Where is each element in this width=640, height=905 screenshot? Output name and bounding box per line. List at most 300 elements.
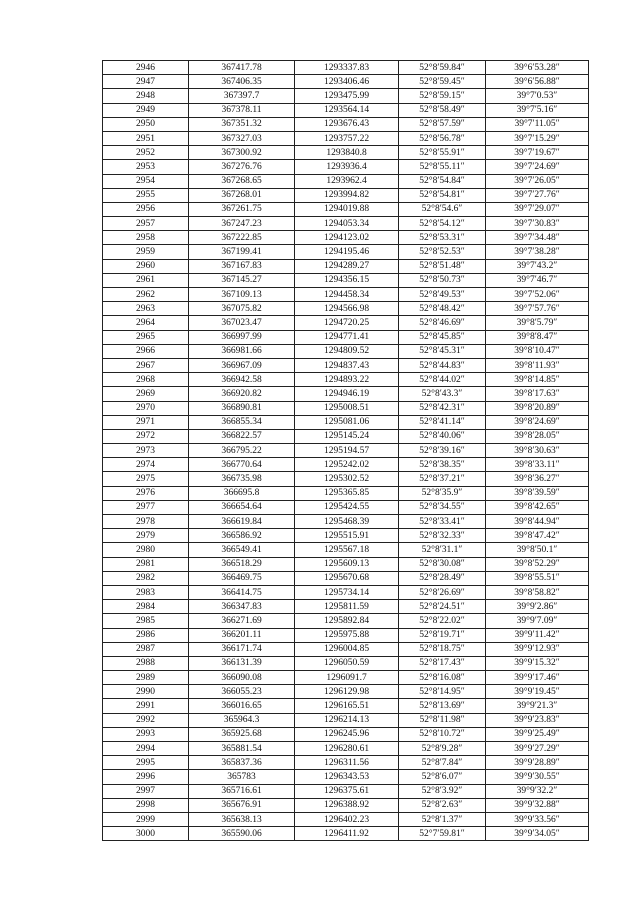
point-number-cell: 2996: [103, 770, 189, 784]
point-number-cell: 2968: [103, 373, 189, 387]
latitude-cell: 52°8′43.3″: [399, 387, 486, 401]
longitude-cell: 39°8′8.47″: [486, 330, 589, 344]
table-row: [103, 429, 589, 443]
table-row: [103, 543, 589, 557]
y-coordinate-cell: 1294053.34: [295, 217, 399, 231]
latitude-cell: 52°8′39.16″: [399, 444, 486, 458]
point-number-cell: 2971: [103, 415, 189, 429]
table-row: [103, 600, 589, 614]
latitude-cell: 52°8′57.59″: [399, 117, 486, 131]
y-coordinate-cell: 1295145.24: [295, 429, 399, 443]
table-row: [103, 387, 589, 401]
point-number-cell: 2977: [103, 500, 189, 514]
point-number-cell: 2975: [103, 472, 189, 486]
table-row: [103, 401, 589, 415]
y-coordinate-cell: 1295609.13: [295, 557, 399, 571]
y-coordinate-cell: 1294356.15: [295, 273, 399, 287]
longitude-cell: 39°8′55.51″: [486, 571, 589, 585]
coordinates-table-body: [103, 61, 589, 841]
table-row: [103, 685, 589, 699]
table-row: [103, 259, 589, 273]
point-number-cell: 2953: [103, 160, 189, 174]
x-coordinate-cell: 366414.75: [189, 585, 295, 599]
x-coordinate-cell: 366822.57: [189, 429, 295, 443]
latitude-cell: 52°8′58.49″: [399, 103, 486, 117]
x-coordinate-cell: 367075.82: [189, 302, 295, 316]
latitude-cell: 52°8′19.71″: [399, 628, 486, 642]
x-coordinate-cell: 366201.11: [189, 628, 295, 642]
longitude-cell: 39°7′11.05″: [486, 117, 589, 131]
longitude-cell: 39°8′47.42″: [486, 529, 589, 543]
y-coordinate-cell: 1294837.43: [295, 358, 399, 372]
x-coordinate-cell: 366518.29: [189, 557, 295, 571]
y-coordinate-cell: 1294720.25: [295, 316, 399, 330]
latitude-cell: 52°8′59.45″: [399, 75, 486, 89]
table-row: [103, 784, 589, 798]
y-coordinate-cell: 1295670.68: [295, 571, 399, 585]
latitude-cell: 52°8′14.95″: [399, 685, 486, 699]
point-number-cell: 2976: [103, 486, 189, 500]
x-coordinate-cell: 367417.78: [189, 61, 295, 75]
x-coordinate-cell: 367145.27: [189, 273, 295, 287]
x-coordinate-cell: 367167.83: [189, 259, 295, 273]
x-coordinate-cell: 367276.76: [189, 160, 295, 174]
table-row: [103, 486, 589, 500]
longitude-cell: 39°9′17.46″: [486, 671, 589, 685]
point-number-cell: 2967: [103, 358, 189, 372]
longitude-cell: 39°8′17.63″: [486, 387, 589, 401]
point-number-cell: 2964: [103, 316, 189, 330]
longitude-cell: 39°6′53.28″: [486, 61, 589, 75]
longitude-cell: 39°7′29.07″: [486, 202, 589, 216]
y-coordinate-cell: 1293475.99: [295, 89, 399, 103]
y-coordinate-cell: 1294771.41: [295, 330, 399, 344]
longitude-cell: 39°7′30.83″: [486, 217, 589, 231]
point-number-cell: 2980: [103, 543, 189, 557]
longitude-cell: 39°8′10.47″: [486, 344, 589, 358]
longitude-cell: 39°8′5.79″: [486, 316, 589, 330]
y-coordinate-cell: 1295081.06: [295, 415, 399, 429]
x-coordinate-cell: 367023.47: [189, 316, 295, 330]
point-number-cell: 2989: [103, 671, 189, 685]
x-coordinate-cell: 367351.32: [189, 117, 295, 131]
point-number-cell: 2958: [103, 231, 189, 245]
latitude-cell: 52°8′22.02″: [399, 614, 486, 628]
x-coordinate-cell: 365716.61: [189, 784, 295, 798]
longitude-cell: 39°7′19.67″: [486, 146, 589, 160]
table-row: [103, 302, 589, 316]
table-row: [103, 812, 589, 826]
point-number-cell: 2988: [103, 656, 189, 670]
x-coordinate-cell: 366981.66: [189, 344, 295, 358]
longitude-cell: 39°7′52.06″: [486, 288, 589, 302]
x-coordinate-cell: 366967.09: [189, 358, 295, 372]
table-row: [103, 174, 589, 188]
x-coordinate-cell: 366770.64: [189, 458, 295, 472]
table-row: [103, 103, 589, 117]
longitude-cell: 39°9′21.3″: [486, 699, 589, 713]
x-coordinate-cell: 366890.81: [189, 401, 295, 415]
longitude-cell: 39°7′38.28″: [486, 245, 589, 259]
table-row: [103, 827, 589, 841]
table-row: [103, 628, 589, 642]
x-coordinate-cell: 367268.01: [189, 188, 295, 202]
table-row: [103, 358, 589, 372]
x-coordinate-cell: 365837.36: [189, 756, 295, 770]
y-coordinate-cell: 1296411.92: [295, 827, 399, 841]
longitude-cell: 39°9′30.55″: [486, 770, 589, 784]
table-row: [103, 458, 589, 472]
latitude-cell: 52°8′35.9″: [399, 486, 486, 500]
table-row: [103, 699, 589, 713]
table-row: [103, 75, 589, 89]
x-coordinate-cell: 365964.3: [189, 713, 295, 727]
y-coordinate-cell: 1295567.18: [295, 543, 399, 557]
point-number-cell: 2978: [103, 515, 189, 529]
table-row: [103, 742, 589, 756]
y-coordinate-cell: 1295811.59: [295, 600, 399, 614]
point-number-cell: 2948: [103, 89, 189, 103]
x-coordinate-cell: 366695.8: [189, 486, 295, 500]
latitude-cell: 52°8′50.73″: [399, 273, 486, 287]
point-number-cell: 2946: [103, 61, 189, 75]
longitude-cell: 39°9′34.05″: [486, 827, 589, 841]
point-number-cell: 2947: [103, 75, 189, 89]
point-number-cell: 2991: [103, 699, 189, 713]
y-coordinate-cell: 1295365.85: [295, 486, 399, 500]
point-number-cell: 2970: [103, 401, 189, 415]
table-row: [103, 316, 589, 330]
table-row: [103, 146, 589, 160]
x-coordinate-cell: 366090.08: [189, 671, 295, 685]
longitude-cell: 39°8′28.05″: [486, 429, 589, 443]
longitude-cell: 39°8′50.1″: [486, 543, 589, 557]
latitude-cell: 52°8′40.06″: [399, 429, 486, 443]
latitude-cell: 52°8′45.85″: [399, 330, 486, 344]
longitude-cell: 39°9′7.09″: [486, 614, 589, 628]
table-row: [103, 713, 589, 727]
longitude-cell: 39°9′25.49″: [486, 727, 589, 741]
point-number-cell: 2985: [103, 614, 189, 628]
y-coordinate-cell: 1296091.7: [295, 671, 399, 685]
y-coordinate-cell: 1296165.51: [295, 699, 399, 713]
y-coordinate-cell: 1293337.83: [295, 61, 399, 75]
x-coordinate-cell: 366586.92: [189, 529, 295, 543]
x-coordinate-cell: 367397.7: [189, 89, 295, 103]
latitude-cell: 52°7′59.81″: [399, 827, 486, 841]
longitude-cell: 39°7′24.69″: [486, 160, 589, 174]
point-number-cell: 2981: [103, 557, 189, 571]
table-row: [103, 515, 589, 529]
table-row: [103, 344, 589, 358]
longitude-cell: 39°9′28.89″: [486, 756, 589, 770]
coordinates-table: [102, 60, 589, 841]
longitude-cell: 39°9′32.2″: [486, 784, 589, 798]
table-row: [103, 642, 589, 656]
latitude-cell: 52°8′24.51″: [399, 600, 486, 614]
point-number-cell: 2949: [103, 103, 189, 117]
longitude-cell: 39°8′30.63″: [486, 444, 589, 458]
point-number-cell: 2995: [103, 756, 189, 770]
x-coordinate-cell: 366055.23: [189, 685, 295, 699]
x-coordinate-cell: 367268.65: [189, 174, 295, 188]
point-number-cell: 2951: [103, 131, 189, 145]
latitude-cell: 52°8′2.63″: [399, 798, 486, 812]
table-row: [103, 131, 589, 145]
point-number-cell: 2999: [103, 812, 189, 826]
x-coordinate-cell: 366016.65: [189, 699, 295, 713]
y-coordinate-cell: 1294195.46: [295, 245, 399, 259]
latitude-cell: 52°8′30.08″: [399, 557, 486, 571]
y-coordinate-cell: 1295008.51: [295, 401, 399, 415]
table-row: [103, 444, 589, 458]
longitude-cell: 39°6′56.88″: [486, 75, 589, 89]
latitude-cell: 52°8′37.21″: [399, 472, 486, 486]
longitude-cell: 39°9′11.42″: [486, 628, 589, 642]
y-coordinate-cell: 1293994.82: [295, 188, 399, 202]
y-coordinate-cell: 1295424.55: [295, 500, 399, 514]
latitude-cell: 52°8′18.75″: [399, 642, 486, 656]
table-row: [103, 798, 589, 812]
x-coordinate-cell: 366735.98: [189, 472, 295, 486]
point-number-cell: 2957: [103, 217, 189, 231]
point-number-cell: 2974: [103, 458, 189, 472]
table-row: [103, 288, 589, 302]
latitude-cell: 52°8′34.55″: [399, 500, 486, 514]
y-coordinate-cell: 1296214.13: [295, 713, 399, 727]
latitude-cell: 52°8′55.91″: [399, 146, 486, 160]
x-coordinate-cell: 365676.91: [189, 798, 295, 812]
y-coordinate-cell: 1293962.4: [295, 174, 399, 188]
point-number-cell: 2972: [103, 429, 189, 443]
longitude-cell: 39°8′24.69″: [486, 415, 589, 429]
table-row: [103, 89, 589, 103]
y-coordinate-cell: 1294566.98: [295, 302, 399, 316]
point-number-cell: 2987: [103, 642, 189, 656]
point-number-cell: 2986: [103, 628, 189, 642]
x-coordinate-cell: 366271.69: [189, 614, 295, 628]
x-coordinate-cell: 366920.82: [189, 387, 295, 401]
y-coordinate-cell: 1294458.34: [295, 288, 399, 302]
y-coordinate-cell: 1296375.61: [295, 784, 399, 798]
table-row: [103, 231, 589, 245]
longitude-cell: 39°9′15.32″: [486, 656, 589, 670]
latitude-cell: 52°8′49.53″: [399, 288, 486, 302]
y-coordinate-cell: 1293757.22: [295, 131, 399, 145]
y-coordinate-cell: 1293936.4: [295, 160, 399, 174]
y-coordinate-cell: 1295194.57: [295, 444, 399, 458]
latitude-cell: 52°8′48.42″: [399, 302, 486, 316]
latitude-cell: 52°8′31.1″: [399, 543, 486, 557]
point-number-cell: 2969: [103, 387, 189, 401]
x-coordinate-cell: 367199.41: [189, 245, 295, 259]
table-row: [103, 727, 589, 741]
longitude-cell: 39°9′12.93″: [486, 642, 589, 656]
x-coordinate-cell: 367406.35: [189, 75, 295, 89]
latitude-cell: 52°8′32.33″: [399, 529, 486, 543]
latitude-cell: 52°8′54.6″: [399, 202, 486, 216]
point-number-cell: 2994: [103, 742, 189, 756]
x-coordinate-cell: 366997.99: [189, 330, 295, 344]
latitude-cell: 52°8′26.69″: [399, 585, 486, 599]
x-coordinate-cell: 365925.68: [189, 727, 295, 741]
longitude-cell: 39°8′14.85″: [486, 373, 589, 387]
latitude-cell: 52°8′7.84″: [399, 756, 486, 770]
point-number-cell: 2983: [103, 585, 189, 599]
longitude-cell: 39°8′36.27″: [486, 472, 589, 486]
y-coordinate-cell: 1294809.52: [295, 344, 399, 358]
longitude-cell: 39°8′42.65″: [486, 500, 589, 514]
latitude-cell: 52°8′45.31″: [399, 344, 486, 358]
x-coordinate-cell: 366795.22: [189, 444, 295, 458]
y-coordinate-cell: 1293840.8: [295, 146, 399, 160]
table-row: [103, 217, 589, 231]
x-coordinate-cell: 366619.84: [189, 515, 295, 529]
latitude-cell: 52°8′51.48″: [399, 259, 486, 273]
longitude-cell: 39°7′27.76″: [486, 188, 589, 202]
x-coordinate-cell: 367378.11: [189, 103, 295, 117]
longitude-cell: 39°7′43.2″: [486, 259, 589, 273]
table-row: [103, 770, 589, 784]
y-coordinate-cell: 1296388.92: [295, 798, 399, 812]
y-coordinate-cell: 1294289.27: [295, 259, 399, 273]
y-coordinate-cell: 1296004.85: [295, 642, 399, 656]
latitude-cell: 52°8′55.11″: [399, 160, 486, 174]
longitude-cell: 39°7′34.48″: [486, 231, 589, 245]
y-coordinate-cell: 1294946.19: [295, 387, 399, 401]
x-coordinate-cell: 365590.06: [189, 827, 295, 841]
y-coordinate-cell: 1294893.22: [295, 373, 399, 387]
point-number-cell: 2993: [103, 727, 189, 741]
table-row: [103, 671, 589, 685]
point-number-cell: 2961: [103, 273, 189, 287]
longitude-cell: 39°7′26.05″: [486, 174, 589, 188]
x-coordinate-cell: 367261.75: [189, 202, 295, 216]
latitude-cell: 52°8′1.37″: [399, 812, 486, 826]
table-row: [103, 557, 589, 571]
longitude-cell: 39°7′5.16″: [486, 103, 589, 117]
point-number-cell: 2954: [103, 174, 189, 188]
x-coordinate-cell: 366942.58: [189, 373, 295, 387]
longitude-cell: 39°8′58.82″: [486, 585, 589, 599]
y-coordinate-cell: 1295242.02: [295, 458, 399, 472]
point-number-cell: 2982: [103, 571, 189, 585]
table-row: [103, 585, 589, 599]
latitude-cell: 52°8′13.69″: [399, 699, 486, 713]
y-coordinate-cell: 1295975.88: [295, 628, 399, 642]
latitude-cell: 52°8′44.83″: [399, 358, 486, 372]
y-coordinate-cell: 1294019.88: [295, 202, 399, 216]
longitude-cell: 39°8′52.29″: [486, 557, 589, 571]
latitude-cell: 52°8′11.98″: [399, 713, 486, 727]
latitude-cell: 52°8′59.15″: [399, 89, 486, 103]
x-coordinate-cell: 365881.54: [189, 742, 295, 756]
y-coordinate-cell: 1295302.52: [295, 472, 399, 486]
x-coordinate-cell: 367300.92: [189, 146, 295, 160]
point-number-cell: 2984: [103, 600, 189, 614]
x-coordinate-cell: 365783: [189, 770, 295, 784]
table-row: [103, 61, 589, 75]
latitude-cell: 52°8′9.28″: [399, 742, 486, 756]
longitude-cell: 39°9′2.86″: [486, 600, 589, 614]
longitude-cell: 39°9′23.83″: [486, 713, 589, 727]
x-coordinate-cell: 367222.85: [189, 231, 295, 245]
longitude-cell: 39°7′46.7″: [486, 273, 589, 287]
latitude-cell: 52°8′41.14″: [399, 415, 486, 429]
latitude-cell: 52°8′38.35″: [399, 458, 486, 472]
table-row: [103, 415, 589, 429]
latitude-cell: 52°8′42.31″: [399, 401, 486, 415]
x-coordinate-cell: 367247.23: [189, 217, 295, 231]
longitude-cell: 39°8′11.93″: [486, 358, 589, 372]
latitude-cell: 52°8′17.43″: [399, 656, 486, 670]
y-coordinate-cell: 1296280.61: [295, 742, 399, 756]
y-coordinate-cell: 1296050.59: [295, 656, 399, 670]
y-coordinate-cell: 1293676.43: [295, 117, 399, 131]
table-row: [103, 245, 589, 259]
table-row: [103, 656, 589, 670]
point-number-cell: 2962: [103, 288, 189, 302]
table-row: [103, 330, 589, 344]
table-row: [103, 117, 589, 131]
x-coordinate-cell: 366131.39: [189, 656, 295, 670]
table-row: [103, 202, 589, 216]
table-row: [103, 273, 589, 287]
y-coordinate-cell: 1293406.46: [295, 75, 399, 89]
latitude-cell: 52°8′16.08″: [399, 671, 486, 685]
point-number-cell: 2952: [103, 146, 189, 160]
y-coordinate-cell: 1296245.96: [295, 727, 399, 741]
latitude-cell: 52°8′44.02″: [399, 373, 486, 387]
table-row: [103, 571, 589, 585]
table-row: [103, 188, 589, 202]
y-coordinate-cell: 1296402.23: [295, 812, 399, 826]
point-number-cell: 3000: [103, 827, 189, 841]
longitude-cell: 39°9′27.29″: [486, 742, 589, 756]
latitude-cell: 52°8′46.69″: [399, 316, 486, 330]
point-number-cell: 2963: [103, 302, 189, 316]
table-row: [103, 160, 589, 174]
table-row: [103, 373, 589, 387]
longitude-cell: 39°8′44.94″: [486, 515, 589, 529]
y-coordinate-cell: 1293564.14: [295, 103, 399, 117]
latitude-cell: 52°8′59.84″: [399, 61, 486, 75]
x-coordinate-cell: 366347.83: [189, 600, 295, 614]
y-coordinate-cell: 1295515.91: [295, 529, 399, 543]
y-coordinate-cell: 1295468.39: [295, 515, 399, 529]
y-coordinate-cell: 1295892.84: [295, 614, 399, 628]
latitude-cell: 52°8′28.49″: [399, 571, 486, 585]
longitude-cell: 39°7′0.53″: [486, 89, 589, 103]
point-number-cell: 2959: [103, 245, 189, 259]
table-row: [103, 472, 589, 486]
point-number-cell: 2992: [103, 713, 189, 727]
y-coordinate-cell: 1296129.98: [295, 685, 399, 699]
point-number-cell: 2956: [103, 202, 189, 216]
latitude-cell: 52°8′52.53″: [399, 245, 486, 259]
latitude-cell: 52°8′3.92″: [399, 784, 486, 798]
point-number-cell: 2997: [103, 784, 189, 798]
point-number-cell: 2990: [103, 685, 189, 699]
x-coordinate-cell: 366469.75: [189, 571, 295, 585]
x-coordinate-cell: 366855.34: [189, 415, 295, 429]
latitude-cell: 52°8′33.41″: [399, 515, 486, 529]
point-number-cell: 2973: [103, 444, 189, 458]
point-number-cell: 2965: [103, 330, 189, 344]
longitude-cell: 39°7′15.29″: [486, 131, 589, 145]
latitude-cell: 52°8′6.07″: [399, 770, 486, 784]
y-coordinate-cell: 1294123.02: [295, 231, 399, 245]
